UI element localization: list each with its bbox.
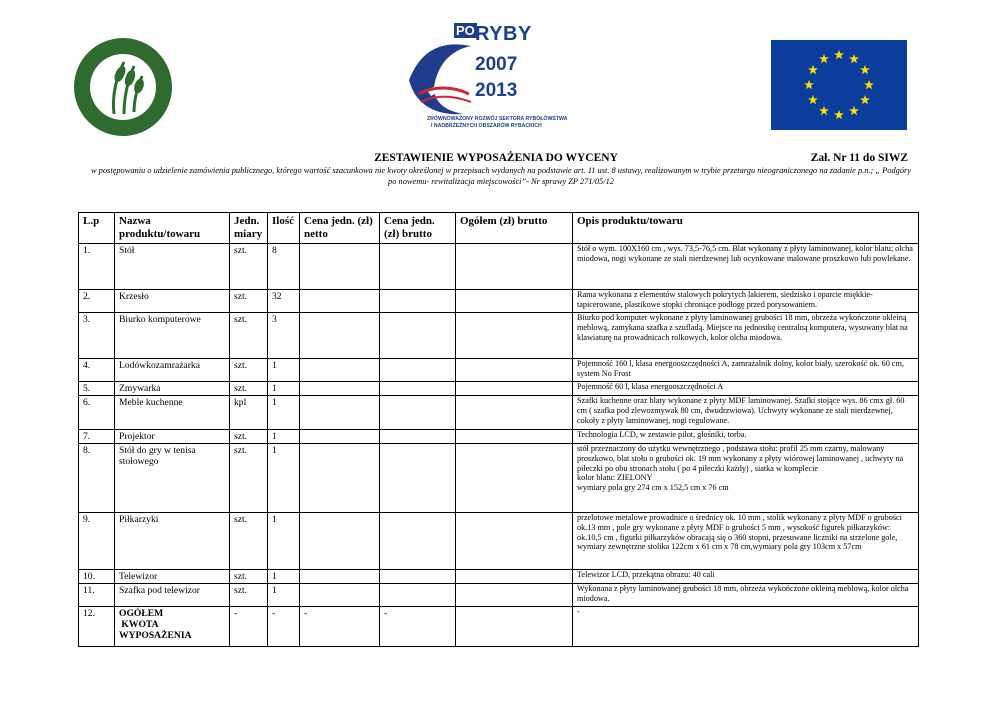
cell-lp: 6. xyxy=(79,396,115,430)
table-row xyxy=(79,513,919,570)
cell-qty: 3 xyxy=(268,313,300,359)
cell-name: Stół xyxy=(115,244,230,290)
cell-description: Rama wykonana z elementów stalowych pokrytych lakierem, siedzisko i oparcie miękkie- tapicerowane, plastikowe stopki chroniące podłogę przed porysowaniem. xyxy=(573,290,919,313)
cell-price-gross: - xyxy=(380,607,456,647)
cell-qty: 1 xyxy=(268,444,300,513)
cell-unit: - xyxy=(230,607,268,647)
cell-total-gross xyxy=(456,607,573,647)
cell-qty: 1 xyxy=(268,513,300,570)
cell-lp: 5. xyxy=(79,382,115,396)
cell-total-gross xyxy=(456,584,573,607)
table-row xyxy=(79,290,919,313)
total-label-line: KWOTA xyxy=(119,619,159,630)
cell-name: Stół do gry w tenisa stołowego xyxy=(115,444,230,513)
cell-price-gross xyxy=(380,444,456,513)
cell-total-gross xyxy=(456,396,573,430)
cell-lp: 8. xyxy=(79,444,115,513)
table-row xyxy=(79,584,919,607)
cell-qty: 1 xyxy=(268,359,300,382)
cell-qty: 8 xyxy=(268,244,300,290)
cell-lp: 1. xyxy=(79,244,115,290)
cell-price-gross xyxy=(380,396,456,430)
total-label-line: OGÓŁEM xyxy=(119,608,164,619)
cell-price-gross xyxy=(380,382,456,396)
col-header-qty: Ilość xyxy=(268,213,300,244)
cell-qty: 1 xyxy=(268,396,300,430)
table-row xyxy=(79,382,919,396)
cell-description: Stół o wym. 100X160 cm , wys. 73,5-76,5 cm. Blat wykonany z płyty laminowanej, kolor blatu; olcha miodowa, nogi wykonane ze stali nierdzewnej lub ocynkowane malowane proszkowo lub powlekane. xyxy=(573,244,919,290)
cell-name: Biurko komputerowe xyxy=(115,313,230,359)
cell-lp: 7. xyxy=(79,430,115,444)
cell-unit: kpl xyxy=(230,396,268,430)
cell-unit: szt. xyxy=(230,244,268,290)
cell-total-gross xyxy=(456,313,573,359)
cell-price-gross xyxy=(380,359,456,382)
cell-price-net xyxy=(300,396,380,430)
cell-description: Pojemność 160 l, klasa energooszczędności A, zamrażalnik dolny, kolor biały, szerokość ok. 60 cm, system No Frost xyxy=(573,359,919,382)
cell-price-gross xyxy=(380,290,456,313)
cell-description: Technologia LCD, w zestawie pilot, głośniki, torba. xyxy=(573,430,919,444)
cell-name: Krzesło xyxy=(115,290,230,313)
cell-price-gross xyxy=(380,430,456,444)
cell-description: - xyxy=(573,607,919,647)
table-row xyxy=(79,396,919,430)
cell-price-net xyxy=(300,444,380,513)
table-row xyxy=(79,313,919,359)
cell-total-gross xyxy=(456,290,573,313)
cell-price-gross xyxy=(380,313,456,359)
cell-qty: 32 xyxy=(268,290,300,313)
cell-total-gross xyxy=(456,382,573,396)
col-header-description: Opis produktu/towaru xyxy=(573,213,919,244)
total-row xyxy=(79,607,919,647)
cell-description: Wykonana z płyty laminowanej grubości 18 mm, obrzeża wykończone okleiną meblową, kolor olcha miodowa. xyxy=(573,584,919,607)
cell-unit: szt. xyxy=(230,290,268,313)
cell-unit: szt. xyxy=(230,513,268,570)
cell-price-gross xyxy=(380,513,456,570)
cell-name: Szafka pod telewizor xyxy=(115,584,230,607)
cell-total-gross xyxy=(456,444,573,513)
total-label-cell xyxy=(115,607,230,647)
cell-unit: szt. xyxy=(230,584,268,607)
cell-total-gross xyxy=(456,430,573,444)
cell-description: przelotowe metalowe prowadnice o średnicy ok. 10 mm , stolik wykonany z płyty MDF o grubości ok.13 mm , pole gry wykonane z płyty MDF o grubości 5 mm , wysokość figurek piłkarzyków: ok.10,5 cm , figurki piłkarzyków obracają się o 360 stopni, przesuwane liczniki na strzelone gole, wymiary zewnętrzne stolika 122cm x 61 cm x 78 cm,wymiary pola gry 103cm x 57cm xyxy=(573,513,919,570)
cell-total-gross xyxy=(456,359,573,382)
programme-subtitle-1: ZRÓWNOWAŻONY ROZWÓJ SEKTORA RYBOŁÓWSTWA xyxy=(427,116,568,122)
cell-description: Szafki kuchenne oraz blaty wykonane z płyty MDF laminowanej. Szafki stojące wys. 86 cmx gł. 60 cm ( szafka pod zlewozmywak 80 cm, dwudrzwiowa). Uchwyty wykonane ze stali nierdzewnej, cokoły z płyty laminowanej, nogi regulowane. xyxy=(573,396,919,430)
cell-lp: 10. xyxy=(79,570,115,584)
programme-year-end: 2013 xyxy=(475,80,518,101)
table-row xyxy=(79,430,919,444)
cell-unit: szt. xyxy=(230,430,268,444)
cell-unit: szt. xyxy=(230,382,268,396)
cell-description: Telewizor LCD, przekątna obrazu: 40 cali xyxy=(573,570,919,584)
cell-price-net xyxy=(300,570,380,584)
annex-label: Zał. Nr 11 do SIWZ xyxy=(810,152,908,164)
cell-price-net xyxy=(300,513,380,570)
cell-description: Pojemność 60 l, klasa energooszczędności A xyxy=(573,382,919,396)
cell-lp: 3. xyxy=(79,313,115,359)
cell-name: Piłkarzyki xyxy=(115,513,230,570)
programme-prefix: PO xyxy=(456,23,475,38)
cell-total-gross xyxy=(456,513,573,570)
table-header-row xyxy=(79,213,919,244)
cell-price-net: - xyxy=(300,607,380,647)
programme-subtitle-2: I NADBRZEŻNYCH OBSZARÓW RYBACKICH xyxy=(431,123,542,129)
po-ryby-logo xyxy=(401,20,568,141)
cell-name: Meble kuchenne xyxy=(115,396,230,430)
cell-unit: szt. xyxy=(230,444,268,513)
programme-year-start: 2007 xyxy=(475,54,518,75)
cell-name: Telewizor xyxy=(115,570,230,584)
cell-lp: 9. xyxy=(79,513,115,570)
cell-price-net xyxy=(300,313,380,359)
ministry-ring-text: MINISTERSTWO ROLNICTWA I ROZWOJU WSI xyxy=(72,30,236,38)
cell-price-gross xyxy=(380,584,456,607)
cell-price-net xyxy=(300,244,380,290)
cell-qty: - xyxy=(268,607,300,647)
cell-description: stół przeznaczony do użytku wewnętrznego , podstawa stołu: profil 25 mm czarny, malowany proszkowo, blat stołu o grubości ok. 19 mm wykonany z płyty wiórowej laminowanej , uchwyty na piłeczki po obu stronach stołu ( po 4 piłeczki każdy) , siatka w komplecie kolor blatu: ZIELONY wymiary pola gry 274 cm x 152,5 cm x 76 cm xyxy=(573,444,919,513)
col-header-total-gross: Ogółem (zł) brutto xyxy=(456,213,573,244)
col-header-price-gross: Cena jedn. (zł) brutto xyxy=(380,213,456,244)
cell-qty: 1 xyxy=(268,382,300,396)
col-header-price-net: Cena jedn. (zł) netto xyxy=(300,213,380,244)
cell-price-net xyxy=(300,584,380,607)
programme-name: RYBY xyxy=(475,23,532,45)
cell-name: Lodówkozamrażarka xyxy=(115,359,230,382)
cell-description: Biurko pod komputer wykonane z płyty laminowanej grubości 18 mm, obrzeża wykończone okleiną meblową, zamykana szafka z szufladą. Miejsce na jednostkę centralną komputera, wysuwany blat na klawiaturę na prowadnicach rolkowych, kolor olcha miodowa. xyxy=(573,313,919,359)
cell-unit: szt. xyxy=(230,570,268,584)
cell-price-net xyxy=(300,382,380,396)
cell-qty: 1 xyxy=(268,570,300,584)
cell-lp: 2. xyxy=(79,290,115,313)
cell-lp: 12. xyxy=(79,607,115,647)
cell-lp: 11. xyxy=(79,584,115,607)
document-subtitle: w postępowaniu o udzielenie zamówienia publicznego, którego wartość szacunkowa nie kwoty określonej w przepisach wydanych na podstawie art. 11 ust. 8 ustawy, realizowanym w trybie przetargu nieograniczonego na zadanie p.n.; „ Podgóry po nowemu- rewitalizacja miejscowości”- Nr sprawy ZP 271/05/12 xyxy=(91,166,911,186)
cell-qty: 1 xyxy=(268,584,300,607)
cell-price-gross xyxy=(380,244,456,290)
equipment-table xyxy=(78,212,919,647)
eu-flag xyxy=(771,40,907,130)
cell-qty: 1 xyxy=(268,430,300,444)
cell-total-gross xyxy=(456,244,573,290)
cell-total-gross xyxy=(456,570,573,584)
cell-name: Projektor xyxy=(115,430,230,444)
cell-price-net xyxy=(300,290,380,313)
table-row xyxy=(79,244,919,290)
cell-name: Zmywarka xyxy=(115,382,230,396)
cell-unit: szt. xyxy=(230,359,268,382)
total-label-line: WYPOSAŻENIA xyxy=(119,630,192,641)
ministry-logo xyxy=(72,30,236,138)
cell-price-gross xyxy=(380,570,456,584)
table-row xyxy=(79,359,919,382)
col-header-unit: Jedn. miary xyxy=(230,213,268,244)
col-header-name: Nazwa produktu/towaru xyxy=(115,213,230,244)
cell-unit: szt. xyxy=(230,313,268,359)
cell-price-net xyxy=(300,359,380,382)
col-header-lp: L.p xyxy=(79,213,115,244)
table-row xyxy=(79,570,919,584)
document-title: ZESTAWIENIE WYPOSAŻENIA DO WYCENY xyxy=(374,152,618,164)
cell-price-net xyxy=(300,430,380,444)
table-row xyxy=(79,444,919,513)
cell-lp: 4. xyxy=(79,359,115,382)
